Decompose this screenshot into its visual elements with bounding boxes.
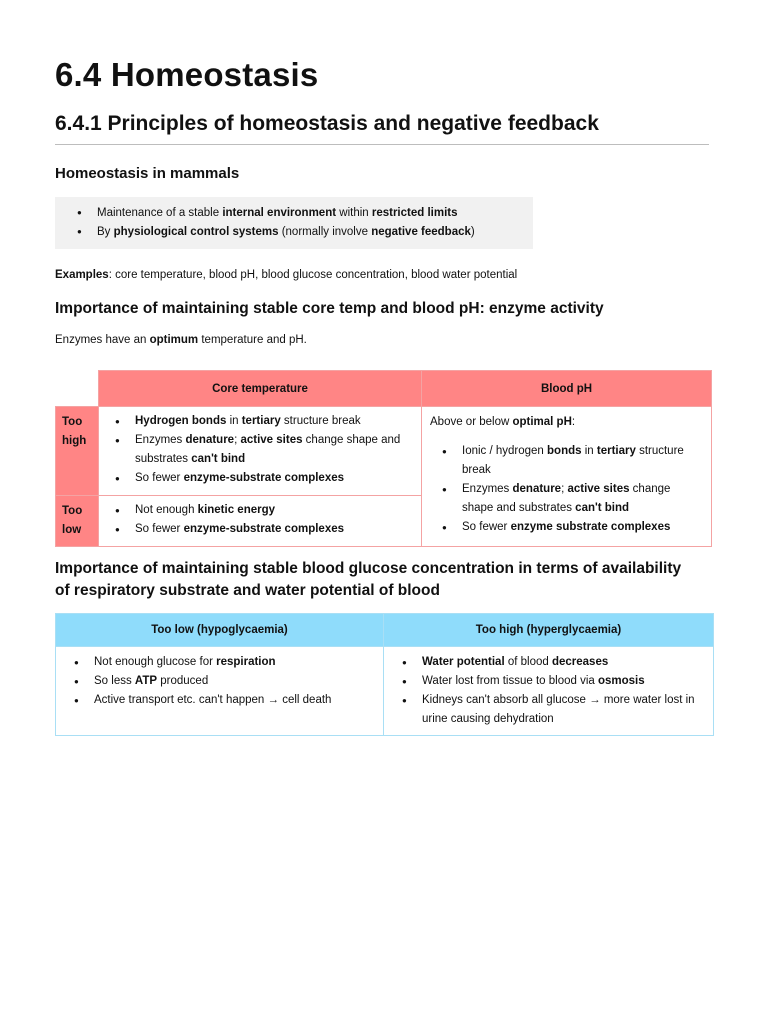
table-cell-blood-ph: [422, 407, 712, 547]
table-cell-low-core: [99, 496, 422, 547]
enzyme-table: [55, 370, 712, 547]
divider: [55, 144, 709, 145]
column-header-too-high: Too high (hyperglycaemia): [384, 614, 714, 647]
column-header-too-low: Too low (hypoglycaemia): [56, 614, 384, 647]
ph-intro: Above or below optimal pH:: [430, 416, 576, 428]
heading-homeostasis-mammals: Homeostasis in mammals: [55, 165, 240, 182]
list-item: ● Hydrogen bonds in tertiary structure break: [113, 412, 411, 431]
table-cell-high-core: [99, 407, 422, 496]
list-item: ● Ionic / hydrogen bonds in tertiary structure break: [440, 442, 703, 480]
list-item: ● Maintenance of a stable internal environment within restricted limits: [75, 204, 533, 223]
table-cell-hypoglycaemia: [56, 647, 384, 736]
glucose-table: [55, 613, 714, 736]
row-header-too-high: Too high: [56, 407, 99, 496]
list-item: ● Kidneys can't absorb all glucose → more water lost in urine causing dehydration: [400, 691, 705, 729]
enzyme-intro: Enzymes have an optimum temperature and pH.: [55, 334, 307, 346]
table-cell-hyperglycaemia: [384, 647, 714, 736]
list-item: ● By physiological control systems (normally involve negative feedback): [75, 223, 533, 242]
definition-list: [55, 197, 533, 241]
column-header-blood-ph: Blood pH: [422, 371, 712, 407]
page-title: 6.4 Homeostasis: [55, 56, 319, 93]
list-item: ● Water potential of blood decreases: [400, 653, 705, 672]
list-item: ● So fewer enzyme-substrate complexes: [113, 520, 411, 539]
heading-enzyme-activity: Importance of maintaining stable core temp and blood pH: enzyme activity: [55, 300, 604, 317]
list-item: ● Enzymes denature; active sites change shape and substrates can't bind: [113, 431, 411, 469]
list-item: ● Water lost from tissue to blood via osmosis: [400, 672, 705, 691]
row-header-too-low: Too low: [56, 496, 99, 547]
heading-blood-glucose: Importance of maintaining stable blood glucose concentration in terms of availability of respiratory substrate and water potential of blood: [55, 560, 682, 599]
list-item: ● Active transport etc. can't happen → cell death: [72, 691, 375, 710]
list-item: ● So fewer enzyme substrate complexes: [440, 518, 703, 537]
list-item: ● So fewer enzyme-substrate complexes: [113, 469, 411, 488]
list-item: ● Not enough glucose for respiration: [72, 653, 375, 672]
section-subtitle: 6.4.1 Principles of homeostasis and negative feedback: [55, 112, 599, 135]
list-item: ● So less ATP produced: [72, 672, 375, 691]
definition-box: [55, 197, 533, 249]
column-header-core-temperature: Core temperature: [99, 371, 422, 407]
list-item: ● Not enough kinetic energy: [113, 501, 411, 520]
list-item: ● Enzymes denature; active sites change shape and substrates can't bind: [440, 480, 703, 518]
examples-line: Examples: core temperature, blood pH, blood glucose concentration, blood water potential: [55, 269, 518, 281]
